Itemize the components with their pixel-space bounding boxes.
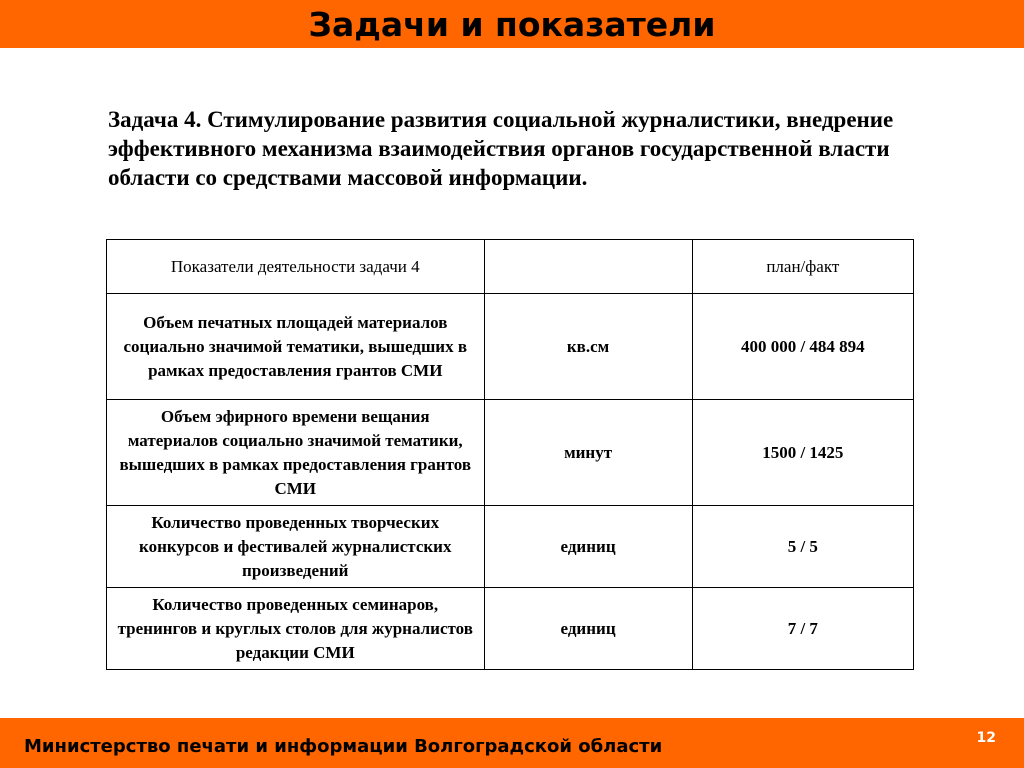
header-indicator: Показатели деятельности задачи 4 [107,240,485,294]
table-row [107,588,914,670]
row-unit: кв.см [484,294,692,400]
row-indicator: Объем печатных площадей материалов социально значимой тематики, вышедших в рамках предоставления грантов СМИ [107,294,485,400]
row-plan-fact: 5 / 5 [692,506,913,588]
row-indicator: Количество проведенных семинаров, тренингов и круглых столов для журналистов редакции СМИ [107,588,485,670]
row-plan-fact: 1500 / 1425 [692,400,913,506]
slide-title: Задачи и показатели [308,5,716,44]
footer-bar [0,718,1024,768]
row-unit: единиц [484,588,692,670]
title-bar [0,0,1024,48]
row-unit: единиц [484,506,692,588]
table-row [107,294,914,400]
indicators-table [106,239,914,670]
task-description: Задача 4. Стимулирование развития социальной журналистики, внедрение эффективного механизма взаимодействия органов государственной власти области со средствами массовой информации. [108,107,894,190]
table-row [107,506,914,588]
row-indicator: Количество проведенных творческих конкурсов и фестивалей журналистских произведений [107,506,485,588]
header-plan-fact: план/факт [692,240,913,294]
footer-organization: Министерство печати и информации Волгоградской области [24,736,663,757]
row-plan-fact: 7 / 7 [692,588,913,670]
table-row [107,400,914,506]
row-unit: минут [484,400,692,506]
row-plan-fact: 400 000 / 484 894 [692,294,913,400]
row-indicator: Объем эфирного времени вещания материалов социально значимой тематики, вышедших в рамках предоставления грантов СМИ [107,400,485,506]
header-unit [484,240,692,294]
table-header-row [107,240,914,294]
page-number: 12 [976,730,996,746]
